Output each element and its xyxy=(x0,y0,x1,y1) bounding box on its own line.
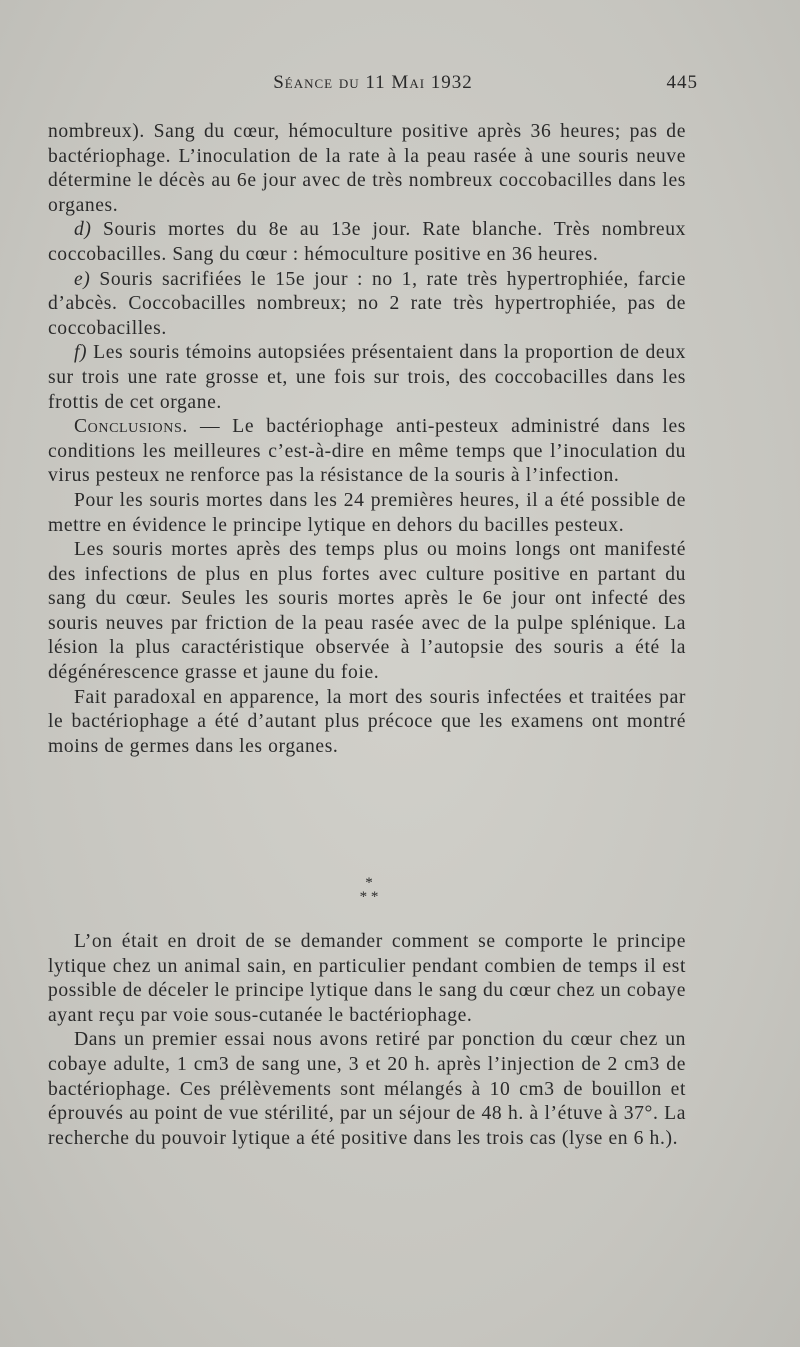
paragraph-24h: Pour les souris mortes dans les 24 premières heures, il a été possible de mettre en évidence le principe lytique en dehors du bacilles pesteux. xyxy=(48,489,686,536)
item-label-e: e) xyxy=(74,268,91,290)
paragraph-d-text: Souris mortes du 8e au 13e jour. Rate blanche. Très nombreux coccobacilles. Sang du cœur : hémoculture positive en 36 heures. xyxy=(48,219,686,265)
page-number: 445 xyxy=(666,72,698,93)
paragraph-d xyxy=(48,218,686,267)
paragraph-conclusions xyxy=(48,415,686,489)
paragraph-f xyxy=(48,341,686,415)
running-title: Séance du 11 Mai 1932 xyxy=(273,72,473,93)
asterism-divider xyxy=(0,876,738,904)
paragraph-continuation: nombreux). Sang du cœur, hémoculture positive après 36 heures; pas de bactériophage. L’inoculation de la rate à la peau rasée à une souris neuve détermine le décès au 6e jour avec de très nombreux coccobacilles dans les organes. xyxy=(48,121,686,216)
paragraph-f-text: Les souris témoins autopsiées présentaient dans la proportion de deux sur trois une rate grosse et, une fois sur trois, des coccobacilles dans les frottis de cet organe. xyxy=(48,342,686,413)
item-label-f: f) xyxy=(74,342,88,364)
conclusions-heading: Conclusions. xyxy=(74,416,188,438)
body-section-2 xyxy=(48,930,686,1151)
paragraph-e-text: Souris sacrifiées le 15e jour : no 1, rate très hypertrophiée, farcie d’abcès. Coccobacilles nombreux; no 2 rate très hypertrophiée, pas de coccobacilles. xyxy=(48,268,686,339)
paragraph-paradoxal: Fait paradoxal en apparence, la mort des souris infectées et traitées par le bactériophage a été d’autant plus précoce que les examens ont montré moins de germes dans les organes. xyxy=(48,686,686,757)
running-header xyxy=(48,72,698,96)
asterism-bottom: * * xyxy=(359,889,379,905)
conclusions-text: — Le bactériophage anti-pesteux administré dans les conditions les meilleures c’est-à-dire en même temps que l’inoculation du virus pesteux ne renforce pas la résistance de la souris à l’infection. xyxy=(48,416,686,487)
paragraph-e xyxy=(48,268,686,342)
body-section-1 xyxy=(48,120,686,759)
item-label-d: d) xyxy=(74,219,92,241)
asterism-top: * xyxy=(365,875,373,891)
paragraph-mortes: Les souris mortes après des temps plus ou moins longs ont manifesté des infections de plus en plus fortes avec culture positive en partant du sang du cœur. Seules les souris mortes après le 6e jour ont infecté des souris neuves par friction de la peau rasée avec de la pulpe splénique. La lésion la plus caractéristique observée à l’autopsie des souris a été la dégénérescence grasse et jaune du foie. xyxy=(48,539,686,684)
paragraph-premier-essai: Dans un premier essai nous avons retiré par ponction du cœur chez un cobaye adulte, 1 cm3 de sang une, 3 et 20 h. après l’injection de 2 cm3 de bactériophage. Ces prélèvements sont mélangés à 10 cm3 de bouillon et éprouvés au point de vue stérilité, par un séjour de 48 h. à l’étuve à 37°. La recherche du pouvoir lytique a été positive dans les trois cas (lyse en 6 h.). xyxy=(48,1029,686,1149)
paragraph-cobaye-question: L’on était en droit de se demander comment se comporte le principe lytique chez un animal sain, en particulier pendant combien de temps il est possible de déceler le principe lytique dans le sang du cœur chez un cobaye ayant reçu par voie sous-cutanée le bactériophage. xyxy=(48,931,686,1026)
